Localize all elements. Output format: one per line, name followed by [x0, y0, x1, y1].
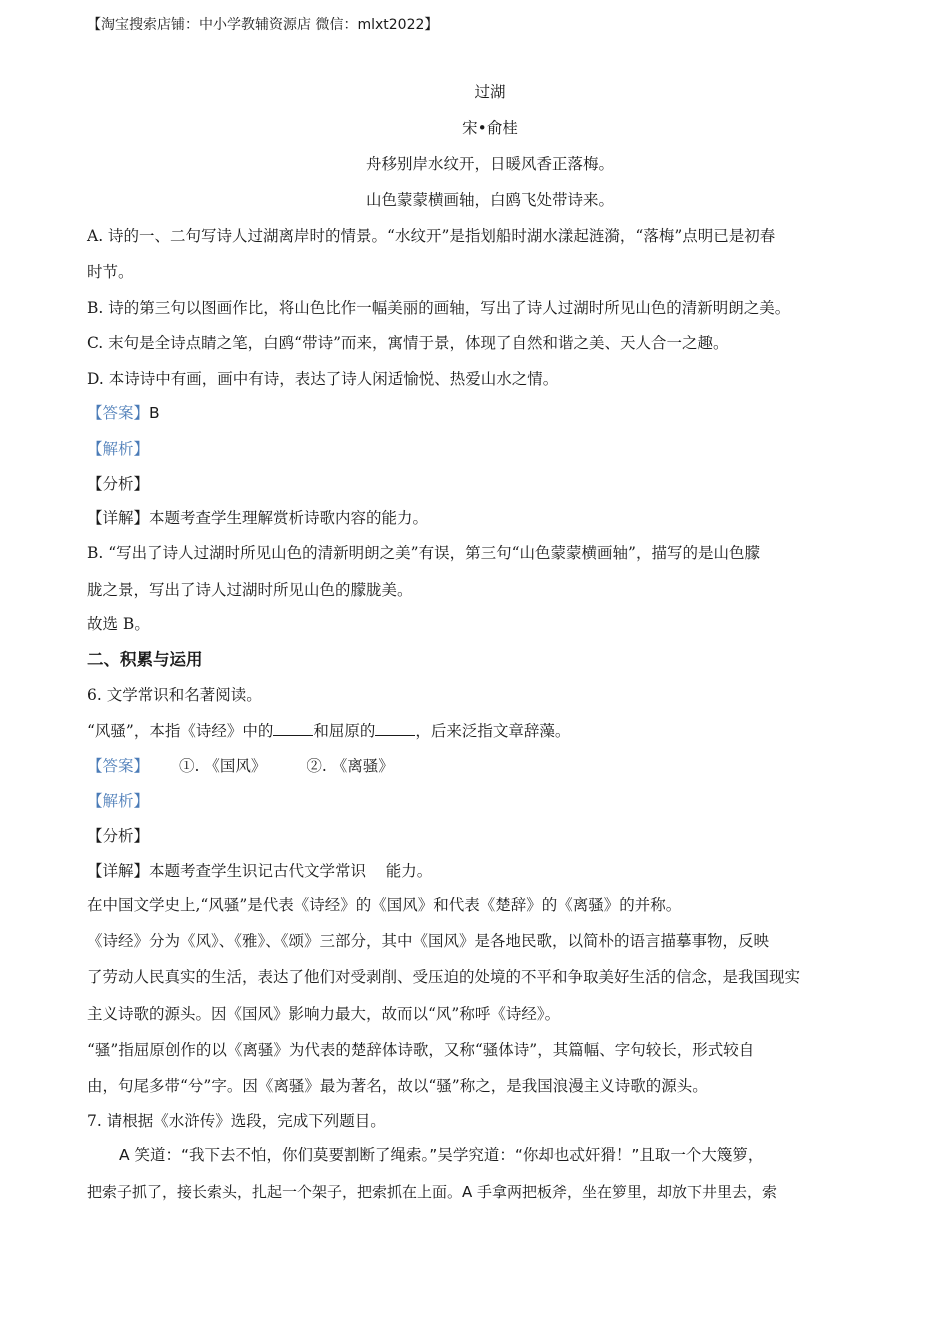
q5-exp-line2: 胧之景，写出了诗人过湖时所见山色的朦胧美。 — [87, 581, 413, 599]
option-c: C. 末句是全诗点睛之笔，白鸥“带诗”而来，寓情于景，体现了自然和谐之美、天人合一之趣。 — [87, 334, 729, 352]
blank-2 — [375, 721, 415, 736]
q6-fenxi-label: 【分析】 — [87, 827, 150, 845]
q6-stem: 6. 文学常识和名著阅读。 — [87, 686, 262, 704]
answer-1: ①. 《国风》 — [179, 757, 267, 775]
answer-label: 【答案】 — [87, 404, 150, 422]
q6-para1: 在中国文学史上,“风骚”是代表《诗经》的《国风》和代表《楚辞》的《离骚》的并称。 — [87, 896, 682, 914]
option-a-line1: A. 诗的一、二句写诗人过湖离岸时的情景。“水纹开”是指划船时湖水漾起涟漪，“落梅”点明已是初春 — [87, 227, 776, 245]
answer-label: 【答案】 — [87, 757, 150, 775]
poem-line-2: 山色蒙蒙横画轴，白鸥飞处带诗来。 — [365, 191, 614, 209]
q6-detail: 【详解】本题考查学生识记古代文学常识 能力。 — [87, 862, 433, 880]
q5-conclusion: 故选 B。 — [87, 615, 150, 633]
q6-para3-line1: “骚”指屈原创作的以《离骚》为代表的楚辞体诗歌，又称“骚体诗”，其篇幅、字句较长，形式较自 — [87, 1041, 755, 1059]
q6-jiexi-label: 【解析】 — [87, 792, 150, 810]
fill-text-b: 和屈原的 — [313, 722, 376, 740]
poem-title: 过湖 — [474, 83, 506, 101]
q6-answer — [87, 756, 394, 776]
poem-author: 宋•俞桂 — [462, 119, 518, 137]
fill-text-c: ，后来泛指文章辞藻。 — [415, 722, 571, 740]
q5-answer — [87, 403, 160, 423]
answer-value: B — [149, 404, 160, 422]
q6-para2-line3: 主义诗歌的源头。因《国风》影响力最大，故而以“风”称呼《诗经》。 — [87, 1005, 561, 1023]
q5-detail: 【详解】本题考查学生理解赏析诗歌内容的能力。 — [87, 509, 429, 527]
poem-line-1: 舟移别岸水纹开，日暖风香正落梅。 — [365, 155, 614, 173]
option-d: D. 本诗诗中有画，画中有诗，表达了诗人闲适愉悦、热爱山水之情。 — [87, 370, 559, 388]
shop-header: 【淘宝搜索店铺：中小学教辅资源店 微信：mlxt2022】 — [87, 17, 439, 33]
q7-stem: 7. 请根据《水浒传》选段，完成下列题目。 — [87, 1112, 386, 1130]
q7-passage-line1: A 笑道：“我下去不怕，你们莫要割断了绳索。”吴学究道：“你却也忒奸猾！”且取一个大篾箩， — [119, 1146, 764, 1164]
option-b: B. 诗的第三句以图画作比，将山色比作一幅美丽的画轴，写出了诗人过湖时所见山色的清新明朗之美。 — [87, 299, 791, 317]
q6-para3-line2: 由，句尾多带“兮”字。因《离骚》最为著名，故以“骚”称之，是我国浪漫主义诗歌的源头。 — [87, 1077, 708, 1095]
blank-1 — [273, 721, 313, 736]
q5-fenxi-label: 【分析】 — [87, 475, 150, 493]
q6-para2-line2: 了劳动人民真实的生活，表达了他们对受剥削、受压迫的处境的不平和争取美好生活的信念，是我国现实 — [87, 968, 801, 986]
option-a-line2: 时节。 — [87, 263, 134, 281]
q6-para2-line1: 《诗经》分为《风》、《雅》、《颂》三部分，其中《国风》是各地民歌，以简朴的语言描摹事物，反映 — [87, 932, 770, 950]
q6-fill — [87, 721, 570, 741]
q5-jiexi-label: 【解析】 — [87, 440, 150, 458]
q5-exp-line1: B. “写出了诗人过湖时所见山色的清新明朗之美”有误，第三句“山色蒙蒙横画轴”，描写的是山色朦 — [87, 544, 760, 562]
q7-passage-line2: 把索子抓了，接长索头，扎起一个架子，把索抓在上面。A 手拿两把板斧，坐在箩里，却放下井里去，索 — [87, 1183, 778, 1201]
section-heading: 二、积累与运用 — [87, 650, 203, 669]
fill-text-a: “风骚”，本指《诗经》中的 — [87, 722, 274, 740]
answer-2: ②. 《离骚》 — [306, 757, 394, 775]
